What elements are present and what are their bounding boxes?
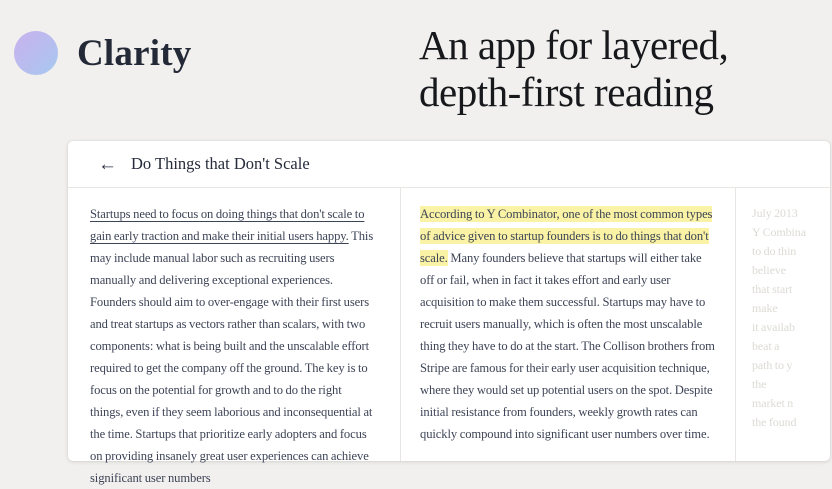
summary-paragraph bbox=[90, 203, 377, 489]
source-line: beat a bbox=[752, 339, 780, 353]
source-line: believe bbox=[752, 263, 786, 277]
source-line: market n bbox=[752, 396, 794, 410]
highlighted-sentence[interactable]: According to Y Combinator, one of the most common types of advice given to startup founders is to do things that don't scale. bbox=[420, 207, 713, 265]
expanded-paragraph bbox=[420, 203, 715, 445]
hero-headline bbox=[419, 22, 728, 116]
source-line: the bbox=[752, 377, 767, 391]
hero-headline-line1: An app for layered, bbox=[419, 22, 729, 68]
source-line: July 2013 bbox=[752, 206, 798, 220]
column-divider-2 bbox=[735, 188, 736, 461]
source-line: make bbox=[752, 301, 778, 315]
source-line: to do thin bbox=[752, 244, 797, 258]
clarity-logo-icon bbox=[14, 31, 58, 75]
reader-header bbox=[68, 141, 830, 188]
source-line: it availab bbox=[752, 320, 795, 334]
source-line: that start bbox=[752, 282, 793, 296]
hero-headline-line2: depth-first reading bbox=[419, 69, 714, 115]
source-line: the found bbox=[752, 415, 797, 429]
summary-body-text: This may include manual labor such as recruiting users manually and delivering exceptional experiences. Founders should aim to over-engage with their first users and treat startups as vectors rather than scalars, with two components: what is being built and the unscalable effort required to get the company off the ground. The key is to focus on the potential for growth and to do the right things, even if they seem laborious and inconsequential at the time. Startups that prioritize early adopters and focus on providing insanely great user experiences can achieve significant user numbers bbox=[90, 229, 374, 485]
reader-window bbox=[68, 141, 830, 485]
column-divider-1 bbox=[400, 188, 401, 461]
source-line: path to y bbox=[752, 358, 793, 372]
expandable-underlined-sentence[interactable]: Startups need to focus on doing things that don't scale to gain early traction and make their initial users happy. bbox=[90, 207, 365, 243]
expanded-body-text: Many founders believe that startups will either take off or fail, when in fact it takes effort and early user acquisition to make them successful. Startups may have to recruit users manually, which is often the most unscalable thing they have to do at the start. The Collison brothers from Stripe are famous for their early user acquisition technique, where they would set up potential users on the spot. Despite initial resistance from founders, weekly growth rates can quickly compound into significant user numbers over time. bbox=[420, 251, 715, 441]
brand-name: Clarity bbox=[77, 33, 192, 74]
source-preview-column bbox=[752, 204, 832, 432]
summary-column bbox=[90, 203, 377, 489]
source-line: Y Combina bbox=[752, 225, 806, 239]
back-arrow-icon[interactable]: ← bbox=[98, 153, 117, 175]
expanded-column bbox=[420, 203, 715, 445]
document-title: Do Things that Don't Scale bbox=[131, 154, 310, 173]
